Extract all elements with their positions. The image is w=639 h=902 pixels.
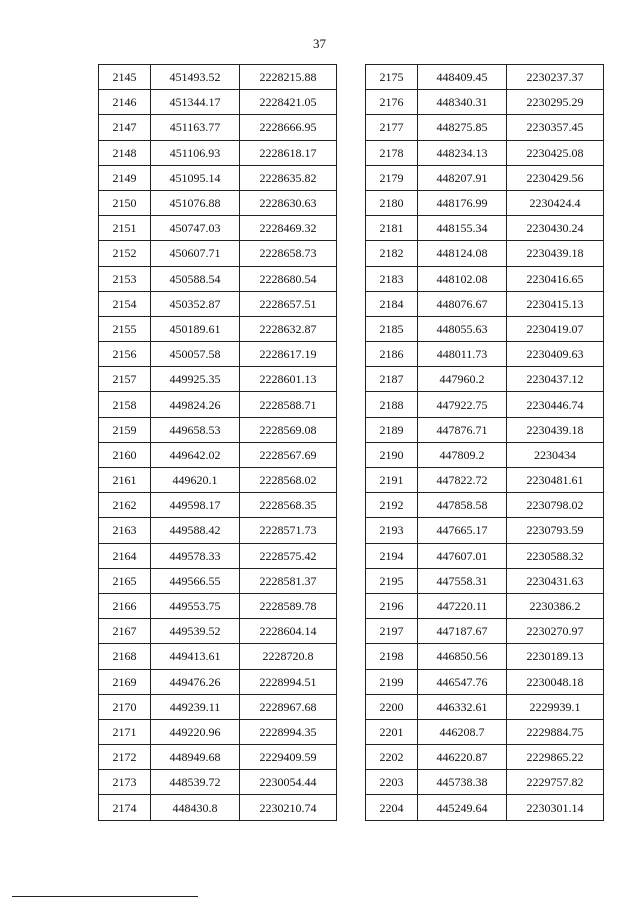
table-row bbox=[366, 593, 604, 618]
table-row bbox=[366, 367, 604, 392]
x-coordinate-cell: 449824.26 bbox=[151, 392, 240, 417]
y-coordinate-cell: 2228215.88 bbox=[240, 65, 337, 90]
point-id-cell: 2201 bbox=[366, 719, 418, 744]
x-coordinate-cell: 447187.67 bbox=[418, 619, 507, 644]
x-coordinate-cell: 450352.87 bbox=[151, 291, 240, 316]
point-id-cell: 2164 bbox=[99, 543, 151, 568]
x-coordinate-cell: 449642.02 bbox=[151, 442, 240, 467]
x-coordinate-cell: 448076.67 bbox=[418, 291, 507, 316]
y-coordinate-cell: 2228421.05 bbox=[240, 90, 337, 115]
point-id-cell: 2146 bbox=[99, 90, 151, 115]
point-id-cell: 2199 bbox=[366, 669, 418, 694]
point-id-cell: 2193 bbox=[366, 518, 418, 543]
table-row bbox=[99, 115, 337, 140]
point-id-cell: 2185 bbox=[366, 316, 418, 341]
x-coordinate-cell: 450057.58 bbox=[151, 342, 240, 367]
point-id-cell: 2149 bbox=[99, 165, 151, 190]
point-id-cell: 2154 bbox=[99, 291, 151, 316]
table-row bbox=[366, 392, 604, 417]
x-coordinate-cell: 448055.63 bbox=[418, 316, 507, 341]
point-id-cell: 2153 bbox=[99, 266, 151, 291]
table-row bbox=[99, 745, 337, 770]
table-row bbox=[366, 493, 604, 518]
table-row bbox=[99, 795, 337, 820]
x-coordinate-cell: 448340.31 bbox=[418, 90, 507, 115]
table-row bbox=[366, 694, 604, 719]
y-coordinate-cell: 2230430.24 bbox=[507, 216, 604, 241]
table-row bbox=[99, 216, 337, 241]
y-coordinate-cell: 2228967.68 bbox=[240, 694, 337, 719]
y-coordinate-cell: 2228469.32 bbox=[240, 216, 337, 241]
x-coordinate-cell: 449566.55 bbox=[151, 568, 240, 593]
y-coordinate-cell: 2230437.12 bbox=[507, 367, 604, 392]
table-row bbox=[99, 468, 337, 493]
y-coordinate-cell: 2228617.19 bbox=[240, 342, 337, 367]
y-coordinate-cell: 2228994.51 bbox=[240, 669, 337, 694]
x-coordinate-cell: 448539.72 bbox=[151, 770, 240, 795]
table-row bbox=[99, 518, 337, 543]
point-id-cell: 2203 bbox=[366, 770, 418, 795]
y-coordinate-cell: 2228666.95 bbox=[240, 115, 337, 140]
point-id-cell: 2186 bbox=[366, 342, 418, 367]
x-coordinate-cell: 449925.35 bbox=[151, 367, 240, 392]
point-id-cell: 2157 bbox=[99, 367, 151, 392]
x-coordinate-cell: 448207.91 bbox=[418, 165, 507, 190]
point-id-cell: 2161 bbox=[99, 468, 151, 493]
point-id-cell: 2178 bbox=[366, 140, 418, 165]
x-coordinate-cell: 447665.17 bbox=[418, 518, 507, 543]
x-coordinate-cell: 448409.45 bbox=[418, 65, 507, 90]
table-row bbox=[366, 719, 604, 744]
point-id-cell: 2148 bbox=[99, 140, 151, 165]
y-coordinate-cell: 2228571.73 bbox=[240, 518, 337, 543]
y-coordinate-cell: 2228994.35 bbox=[240, 719, 337, 744]
y-coordinate-cell: 2230793.59 bbox=[507, 518, 604, 543]
point-id-cell: 2152 bbox=[99, 241, 151, 266]
coordinate-table-right bbox=[365, 64, 604, 821]
y-coordinate-cell: 2230588.32 bbox=[507, 543, 604, 568]
point-id-cell: 2169 bbox=[99, 669, 151, 694]
x-coordinate-cell: 447607.01 bbox=[418, 543, 507, 568]
table-row bbox=[366, 745, 604, 770]
table-row bbox=[99, 644, 337, 669]
point-id-cell: 2162 bbox=[99, 493, 151, 518]
x-coordinate-cell: 451493.52 bbox=[151, 65, 240, 90]
y-coordinate-cell: 2230270.97 bbox=[507, 619, 604, 644]
point-id-cell: 2166 bbox=[99, 593, 151, 618]
point-id-cell: 2151 bbox=[99, 216, 151, 241]
y-coordinate-cell: 2228569.08 bbox=[240, 417, 337, 442]
y-coordinate-cell: 2228658.73 bbox=[240, 241, 337, 266]
table-row bbox=[99, 417, 337, 442]
x-coordinate-cell: 448102.08 bbox=[418, 266, 507, 291]
y-coordinate-cell: 2229884.75 bbox=[507, 719, 604, 744]
x-coordinate-cell: 448430.8 bbox=[151, 795, 240, 820]
x-coordinate-cell: 449476.26 bbox=[151, 669, 240, 694]
table-row bbox=[99, 241, 337, 266]
y-coordinate-cell: 2230237.37 bbox=[507, 65, 604, 90]
table-row bbox=[99, 694, 337, 719]
x-coordinate-cell: 447876.71 bbox=[418, 417, 507, 442]
table-row bbox=[366, 216, 604, 241]
point-id-cell: 2184 bbox=[366, 291, 418, 316]
y-coordinate-cell: 2228618.17 bbox=[240, 140, 337, 165]
table-row bbox=[99, 316, 337, 341]
x-coordinate-cell: 451163.77 bbox=[151, 115, 240, 140]
x-coordinate-cell: 450747.03 bbox=[151, 216, 240, 241]
x-coordinate-cell: 447558.31 bbox=[418, 568, 507, 593]
table-row bbox=[366, 241, 604, 266]
table-row bbox=[366, 266, 604, 291]
y-coordinate-cell: 2230425.08 bbox=[507, 140, 604, 165]
x-coordinate-cell: 450607.71 bbox=[151, 241, 240, 266]
table-row bbox=[99, 90, 337, 115]
table-row bbox=[99, 392, 337, 417]
point-id-cell: 2191 bbox=[366, 468, 418, 493]
x-coordinate-cell: 447858.58 bbox=[418, 493, 507, 518]
y-coordinate-cell: 2229757.82 bbox=[507, 770, 604, 795]
y-coordinate-cell: 2229409.59 bbox=[240, 745, 337, 770]
point-id-cell: 2187 bbox=[366, 367, 418, 392]
point-id-cell: 2175 bbox=[366, 65, 418, 90]
y-coordinate-cell: 2228568.35 bbox=[240, 493, 337, 518]
point-id-cell: 2168 bbox=[99, 644, 151, 669]
table-row bbox=[366, 90, 604, 115]
point-id-cell: 2204 bbox=[366, 795, 418, 820]
point-id-cell: 2165 bbox=[99, 568, 151, 593]
y-coordinate-cell: 2228601.13 bbox=[240, 367, 337, 392]
point-id-cell: 2183 bbox=[366, 266, 418, 291]
point-id-cell: 2202 bbox=[366, 745, 418, 770]
x-coordinate-cell: 445249.64 bbox=[418, 795, 507, 820]
y-coordinate-cell: 2228632.87 bbox=[240, 316, 337, 341]
table-row bbox=[366, 568, 604, 593]
x-coordinate-cell: 450189.61 bbox=[151, 316, 240, 341]
x-coordinate-cell: 446208.7 bbox=[418, 719, 507, 744]
y-coordinate-cell: 2228581.37 bbox=[240, 568, 337, 593]
x-coordinate-cell: 446220.87 bbox=[418, 745, 507, 770]
table-row bbox=[99, 140, 337, 165]
table-row bbox=[366, 619, 604, 644]
coordinate-table-right-body bbox=[366, 65, 604, 821]
table-row bbox=[99, 568, 337, 593]
table-row bbox=[99, 719, 337, 744]
x-coordinate-cell: 448176.99 bbox=[418, 190, 507, 215]
table-row bbox=[366, 140, 604, 165]
table-row bbox=[366, 543, 604, 568]
y-coordinate-cell: 2230409.63 bbox=[507, 342, 604, 367]
point-id-cell: 2194 bbox=[366, 543, 418, 568]
table-row bbox=[366, 770, 604, 795]
point-id-cell: 2170 bbox=[99, 694, 151, 719]
y-coordinate-cell: 2230295.29 bbox=[507, 90, 604, 115]
y-coordinate-cell: 2230419.07 bbox=[507, 316, 604, 341]
x-coordinate-cell: 446850.56 bbox=[418, 644, 507, 669]
table-row bbox=[366, 165, 604, 190]
point-id-cell: 2159 bbox=[99, 417, 151, 442]
point-id-cell: 2156 bbox=[99, 342, 151, 367]
x-coordinate-cell: 448124.08 bbox=[418, 241, 507, 266]
x-coordinate-cell: 447960.2 bbox=[418, 367, 507, 392]
y-coordinate-cell: 2228720.8 bbox=[240, 644, 337, 669]
point-id-cell: 2155 bbox=[99, 316, 151, 341]
page-number: 37 bbox=[313, 36, 326, 51]
y-coordinate-cell: 2228680.54 bbox=[240, 266, 337, 291]
point-id-cell: 2158 bbox=[99, 392, 151, 417]
y-coordinate-cell: 2230481.61 bbox=[507, 468, 604, 493]
y-coordinate-cell: 2228630.63 bbox=[240, 190, 337, 215]
point-id-cell: 2189 bbox=[366, 417, 418, 442]
y-coordinate-cell: 2230189.13 bbox=[507, 644, 604, 669]
table-row bbox=[366, 115, 604, 140]
x-coordinate-cell: 448155.34 bbox=[418, 216, 507, 241]
x-coordinate-cell: 447809.2 bbox=[418, 442, 507, 467]
point-id-cell: 2190 bbox=[366, 442, 418, 467]
point-id-cell: 2195 bbox=[366, 568, 418, 593]
point-id-cell: 2177 bbox=[366, 115, 418, 140]
table-row bbox=[99, 342, 337, 367]
x-coordinate-cell: 446547.76 bbox=[418, 669, 507, 694]
y-coordinate-cell: 2230415.13 bbox=[507, 291, 604, 316]
coordinate-table-left-body bbox=[99, 65, 337, 821]
point-id-cell: 2147 bbox=[99, 115, 151, 140]
table-row bbox=[99, 190, 337, 215]
y-coordinate-cell: 2230439.18 bbox=[507, 417, 604, 442]
point-id-cell: 2174 bbox=[99, 795, 151, 820]
y-coordinate-cell: 2230357.45 bbox=[507, 115, 604, 140]
point-id-cell: 2179 bbox=[366, 165, 418, 190]
point-id-cell: 2176 bbox=[366, 90, 418, 115]
table-row bbox=[99, 619, 337, 644]
table-row bbox=[366, 468, 604, 493]
y-coordinate-cell: 2230416.65 bbox=[507, 266, 604, 291]
point-id-cell: 2200 bbox=[366, 694, 418, 719]
x-coordinate-cell: 449620.1 bbox=[151, 468, 240, 493]
table-row bbox=[99, 669, 337, 694]
y-coordinate-cell: 2230798.02 bbox=[507, 493, 604, 518]
y-coordinate-cell: 2230048.18 bbox=[507, 669, 604, 694]
y-coordinate-cell: 2228567.69 bbox=[240, 442, 337, 467]
point-id-cell: 2173 bbox=[99, 770, 151, 795]
x-coordinate-cell: 449220.96 bbox=[151, 719, 240, 744]
table-row bbox=[366, 316, 604, 341]
table-row bbox=[366, 644, 604, 669]
point-id-cell: 2197 bbox=[366, 619, 418, 644]
point-id-cell: 2171 bbox=[99, 719, 151, 744]
y-coordinate-cell: 2229939.1 bbox=[507, 694, 604, 719]
table-row bbox=[366, 65, 604, 90]
table-row bbox=[366, 795, 604, 820]
x-coordinate-cell: 448234.13 bbox=[418, 140, 507, 165]
x-coordinate-cell: 448011.73 bbox=[418, 342, 507, 367]
table-row bbox=[366, 190, 604, 215]
y-coordinate-cell: 2230434 bbox=[507, 442, 604, 467]
x-coordinate-cell: 449588.42 bbox=[151, 518, 240, 543]
x-coordinate-cell: 449578.33 bbox=[151, 543, 240, 568]
point-id-cell: 2160 bbox=[99, 442, 151, 467]
y-coordinate-cell: 2230386.2 bbox=[507, 593, 604, 618]
point-id-cell: 2150 bbox=[99, 190, 151, 215]
y-coordinate-cell: 2230301.14 bbox=[507, 795, 604, 820]
table-row bbox=[99, 65, 337, 90]
y-coordinate-cell: 2230424.4 bbox=[507, 190, 604, 215]
x-coordinate-cell: 447822.72 bbox=[418, 468, 507, 493]
table-row bbox=[99, 266, 337, 291]
x-coordinate-cell: 451095.14 bbox=[151, 165, 240, 190]
x-coordinate-cell: 449598.17 bbox=[151, 493, 240, 518]
footnote-separator bbox=[12, 896, 198, 897]
table-row bbox=[366, 342, 604, 367]
point-id-cell: 2167 bbox=[99, 619, 151, 644]
x-coordinate-cell: 450588.54 bbox=[151, 266, 240, 291]
table-row bbox=[99, 442, 337, 467]
point-id-cell: 2192 bbox=[366, 493, 418, 518]
y-coordinate-cell: 2228635.82 bbox=[240, 165, 337, 190]
table-row bbox=[99, 593, 337, 618]
y-coordinate-cell: 2230439.18 bbox=[507, 241, 604, 266]
y-coordinate-cell: 2228588.71 bbox=[240, 392, 337, 417]
point-id-cell: 2182 bbox=[366, 241, 418, 266]
table-row bbox=[99, 165, 337, 190]
x-coordinate-cell: 449658.53 bbox=[151, 417, 240, 442]
x-coordinate-cell: 448275.85 bbox=[418, 115, 507, 140]
point-id-cell: 2180 bbox=[366, 190, 418, 215]
point-id-cell: 2145 bbox=[99, 65, 151, 90]
point-id-cell: 2163 bbox=[99, 518, 151, 543]
point-id-cell: 2198 bbox=[366, 644, 418, 669]
y-coordinate-cell: 2228568.02 bbox=[240, 468, 337, 493]
x-coordinate-cell: 449413.61 bbox=[151, 644, 240, 669]
table-row bbox=[366, 669, 604, 694]
x-coordinate-cell: 446332.61 bbox=[418, 694, 507, 719]
x-coordinate-cell: 451106.93 bbox=[151, 140, 240, 165]
table-row bbox=[366, 291, 604, 316]
y-coordinate-cell: 2230210.74 bbox=[240, 795, 337, 820]
table-row bbox=[99, 367, 337, 392]
point-id-cell: 2196 bbox=[366, 593, 418, 618]
x-coordinate-cell: 448949.68 bbox=[151, 745, 240, 770]
y-coordinate-cell: 2230429.56 bbox=[507, 165, 604, 190]
table-row bbox=[366, 417, 604, 442]
x-coordinate-cell: 451344.17 bbox=[151, 90, 240, 115]
point-id-cell: 2181 bbox=[366, 216, 418, 241]
y-coordinate-cell: 2229865.22 bbox=[507, 745, 604, 770]
x-coordinate-cell: 447220.11 bbox=[418, 593, 507, 618]
x-coordinate-cell: 449239.11 bbox=[151, 694, 240, 719]
table-row bbox=[99, 291, 337, 316]
x-coordinate-cell: 449553.75 bbox=[151, 593, 240, 618]
table-row bbox=[99, 543, 337, 568]
table-row bbox=[366, 442, 604, 467]
y-coordinate-cell: 2230446.74 bbox=[507, 392, 604, 417]
point-id-cell: 2172 bbox=[99, 745, 151, 770]
table-row bbox=[99, 770, 337, 795]
y-coordinate-cell: 2228575.42 bbox=[240, 543, 337, 568]
y-coordinate-cell: 2228589.78 bbox=[240, 593, 337, 618]
table-row bbox=[366, 518, 604, 543]
point-id-cell: 2188 bbox=[366, 392, 418, 417]
coordinate-table-left bbox=[98, 64, 337, 821]
x-coordinate-cell: 447922.75 bbox=[418, 392, 507, 417]
table-row bbox=[99, 493, 337, 518]
y-coordinate-cell: 2230054.44 bbox=[240, 770, 337, 795]
x-coordinate-cell: 445738.38 bbox=[418, 770, 507, 795]
y-coordinate-cell: 2230431.63 bbox=[507, 568, 604, 593]
x-coordinate-cell: 449539.52 bbox=[151, 619, 240, 644]
y-coordinate-cell: 2228657.51 bbox=[240, 291, 337, 316]
x-coordinate-cell: 451076.88 bbox=[151, 190, 240, 215]
y-coordinate-cell: 2228604.14 bbox=[240, 619, 337, 644]
